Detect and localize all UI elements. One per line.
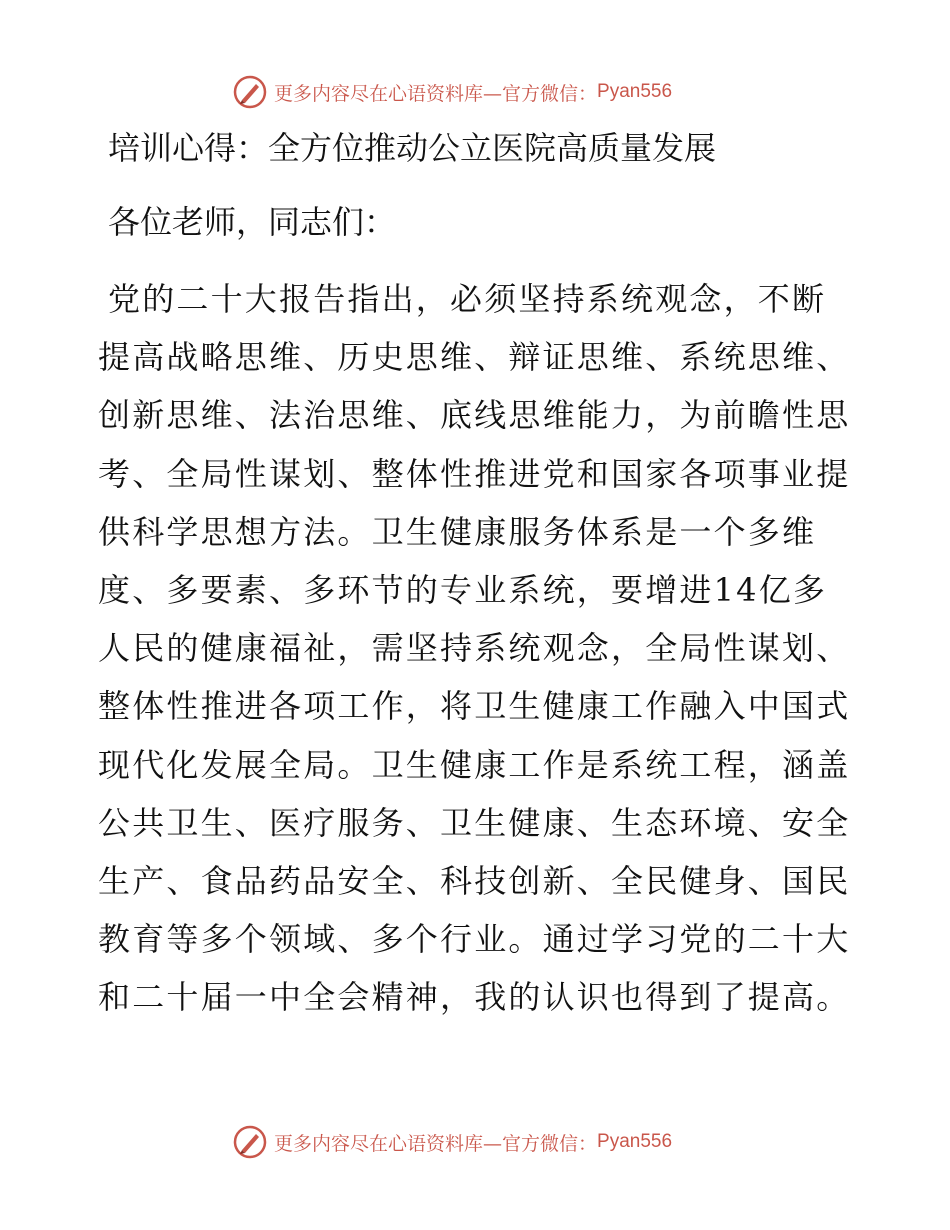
watermark-wechat-id: Pyan556 [597,1131,673,1152]
body-line: 公共卫生、医疗服务、卫生健康、生态环境、安全 [98,803,851,842]
header-watermark [232,72,672,112]
watermark-wechat-id: Pyan556 [597,81,673,102]
body-line: 人民的健康福祉，需坚持系统观念，全局性谋划、 [98,629,851,668]
body-line: 教育等多个领域、多个行业。通过学习党的二十大 [98,920,851,959]
watermark-text: 更多内容尽在心语资料库—官方微信： [274,1132,598,1155]
body-line: 和二十届一中全会精神，我的认识也得到了提高。 [98,978,851,1017]
body-line: 生产、食品药品安全、科技创新、全民健身、国民 [98,861,851,900]
body-line: 现代化发展全局。卫生健康工作是系统工程，涵盖 [98,745,851,784]
body-line: 整体性推进各项工作，将卫生健康工作融入中国式 [98,687,851,726]
body-line: 提高战略思维、历史思维、辩证思维、系统思维、 [98,338,851,377]
body-line: 创新思维、法治思维、底线思维能力，为前瞻性思 [98,396,851,435]
footer-watermark [232,1122,672,1162]
body-line: 党的二十大报告指出，必须坚持系统观念，不断 [108,280,827,318]
document-title: 培训心得：全方位推动公立医院高质量发展 [108,129,717,167]
body-line: 考、全局性谋划、整体性推进党和国家各项事业提 [98,454,851,493]
pen-logo-icon [232,1124,268,1160]
pen-logo-icon [232,74,268,110]
greeting: 各位老师，同志们： [108,203,397,241]
watermark-text: 更多内容尽在心语资料库—官方微信： [274,82,598,105]
body-line: 供科学思想方法。卫生健康服务体系是一个多维 [98,512,817,551]
body-line: 度、多要素、多环节的专业系统，要增进14亿多 [98,570,828,609]
body-text [98,270,858,1026]
